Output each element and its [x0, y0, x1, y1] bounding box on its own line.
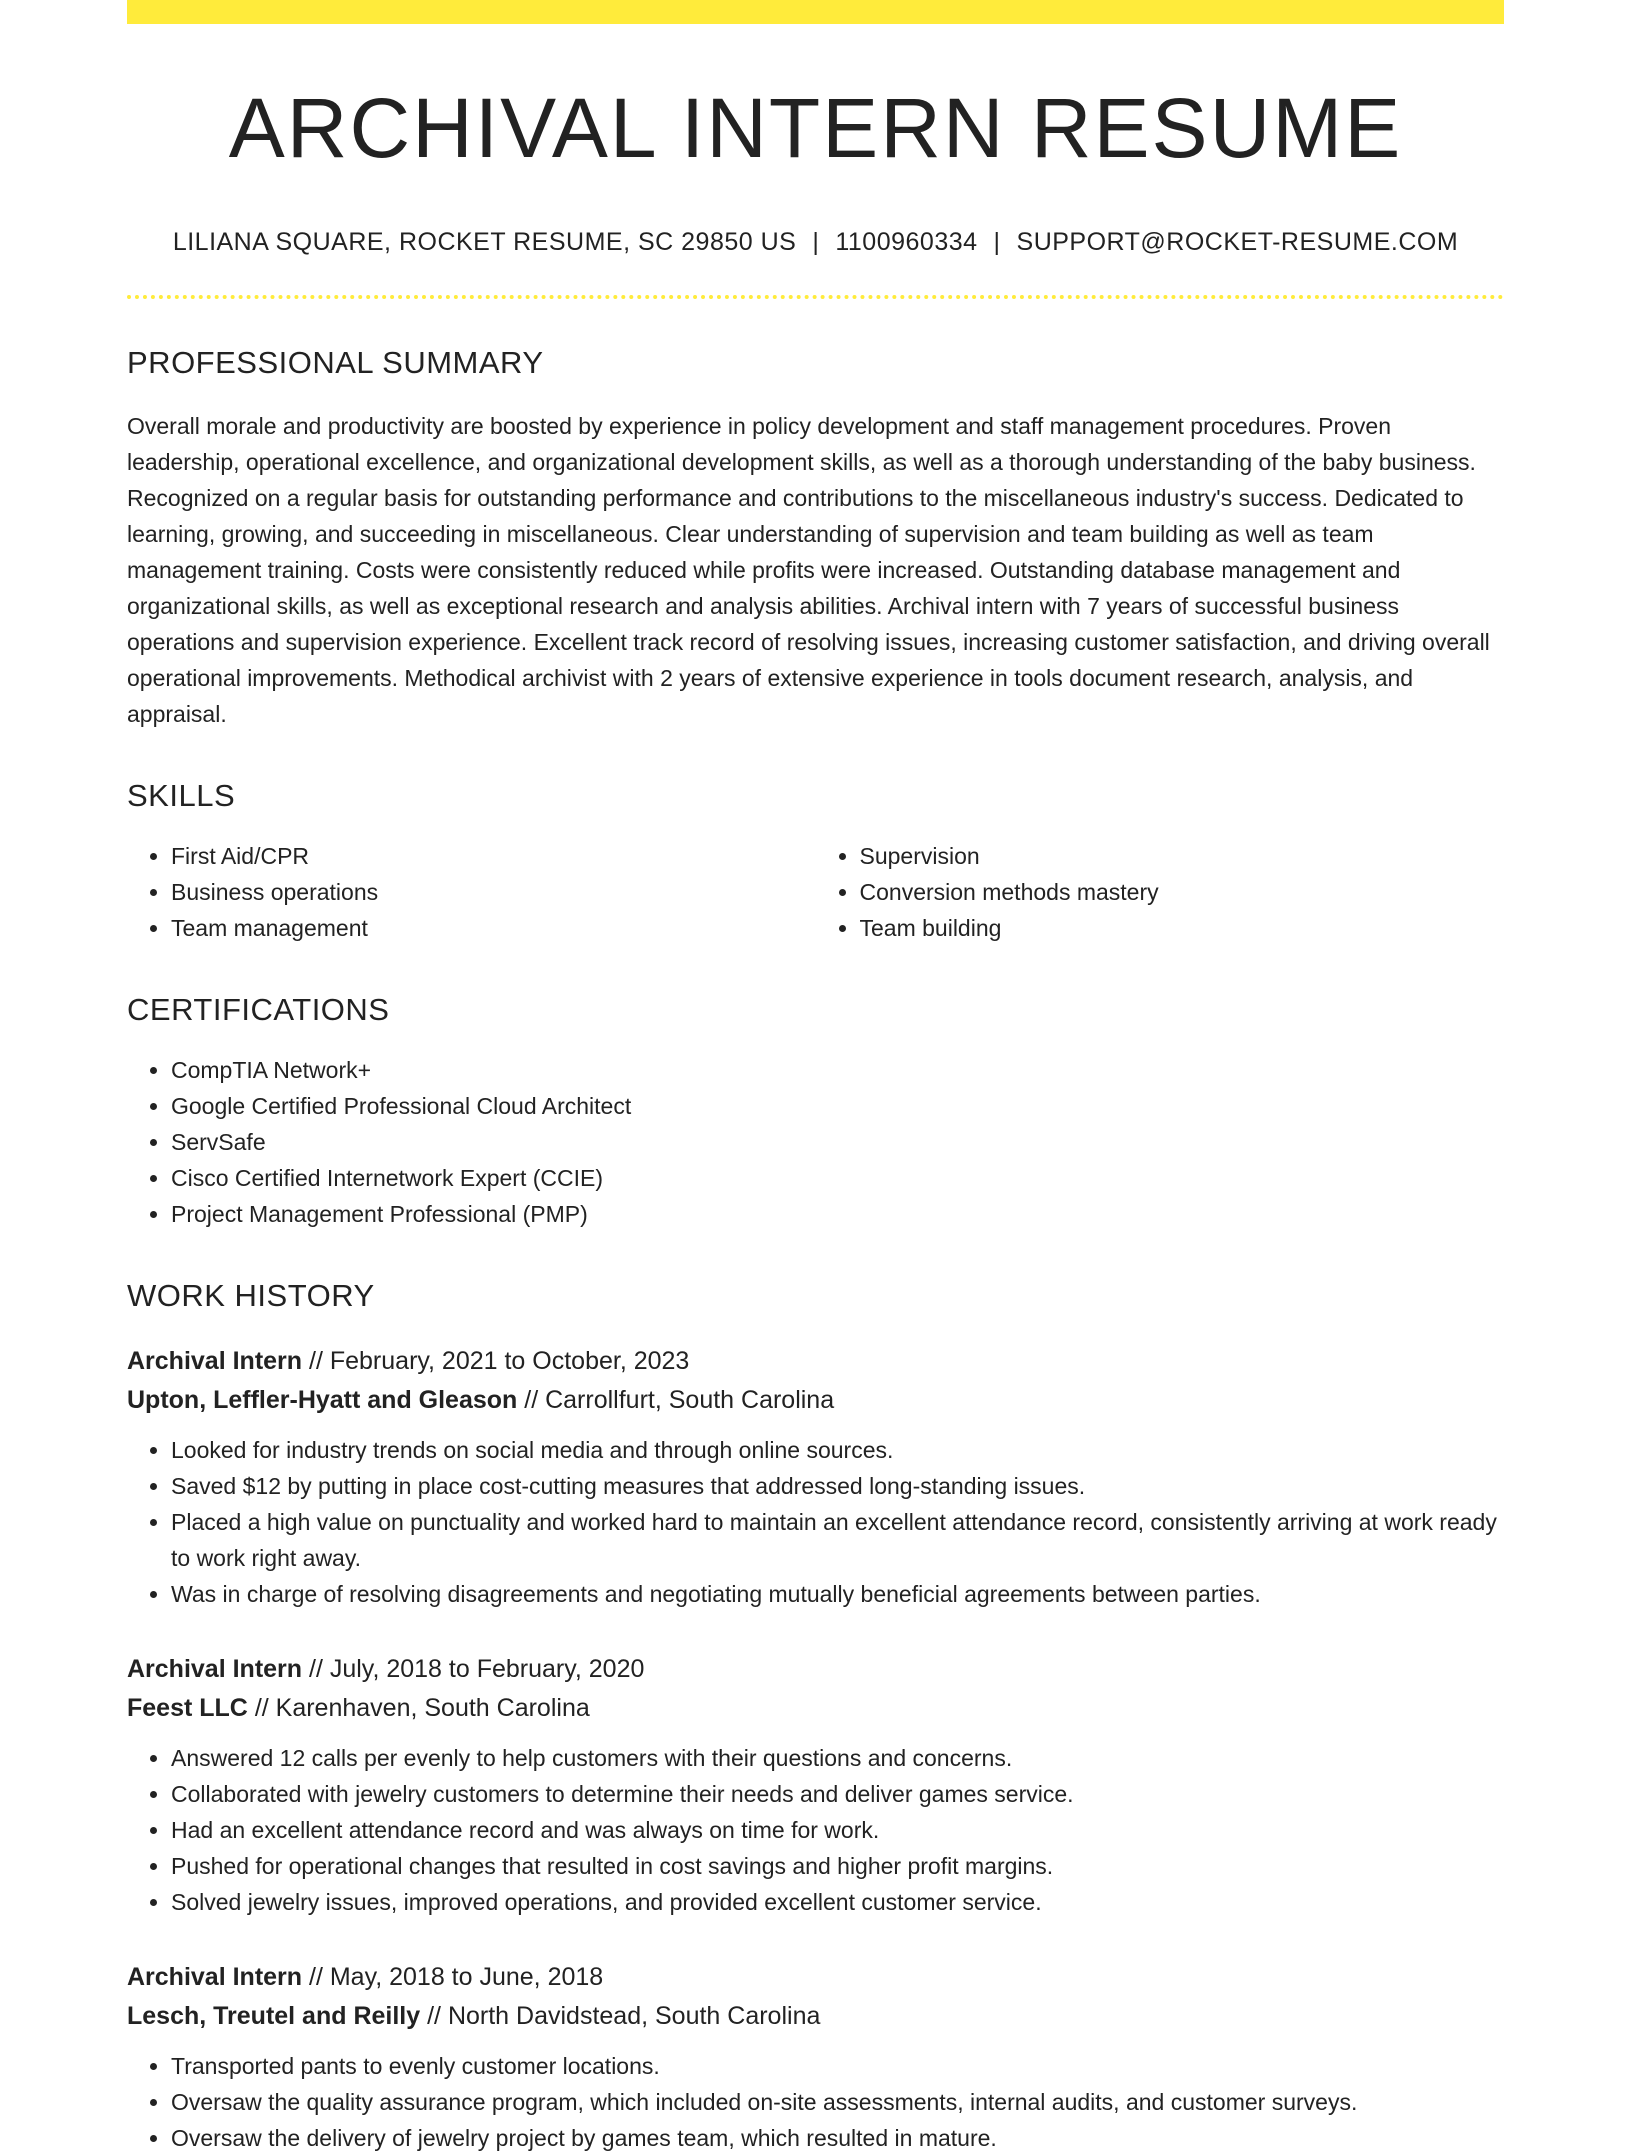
skills-list-right — [816, 838, 1505, 946]
skills-section — [127, 777, 1504, 946]
certification-item: • Cisco Certified Internetwork Expert (CCIE) — [171, 1160, 1504, 1196]
resume-page — [127, 0, 1504, 2156]
section-heading-summary: PROFESSIONAL SUMMARY — [127, 345, 544, 381]
job-bullet: • Placed a high value on punctuality and worked hard to maintain an excellent attendance record, consistently arriving at work ready to work right away. — [171, 1504, 1504, 1576]
contact-email: SUPPORT@ROCKET-RESUME.COM — [1016, 228, 1459, 257]
job-company-line — [127, 1381, 1504, 1420]
job-bullet: • Oversaw the delivery of jewelry project by games team, which resulted in mature. — [171, 2120, 1504, 2156]
job-location: // Karenhaven, South Carolina — [254, 1694, 590, 1723]
certification-item: • ServSafe — [171, 1124, 1504, 1160]
job-role-line — [127, 1342, 1504, 1381]
skill-item: • Business operations — [171, 874, 816, 910]
contact-phone: 1100960334 — [835, 228, 978, 257]
skills-list-left — [127, 838, 816, 946]
certification-item: • Project Management Professional (PMP) — [171, 1196, 1504, 1232]
certifications-list — [127, 1052, 1504, 1232]
section-heading-skills: SKILLS — [127, 777, 236, 813]
job-bullet: • Pushed for operational changes that resulted in cost savings and higher profit margins. — [171, 1848, 1504, 1884]
professional-summary-section — [127, 344, 1504, 731]
certification-item: • CompTIA Network+ — [171, 1052, 1504, 1088]
certification-item: • Google Certified Professional Cloud Architect — [171, 1088, 1504, 1124]
job-role-line — [127, 1958, 1504, 1997]
job-bullet: • Was in charge of resolving disagreements and negotiating mutually beneficial agreements between parties. — [171, 1576, 1504, 1612]
job-role: Archival Intern — [127, 1347, 303, 1376]
skill-item: • Team building — [860, 910, 1505, 946]
skill-item: • First Aid/CPR — [171, 838, 816, 874]
job-bullet: • Collaborated with jewelry customers to determine their needs and deliver games service. — [171, 1776, 1504, 1812]
job-company: Feest LLC — [127, 1694, 248, 1723]
job-location: // Carrollfurt, South Carolina — [524, 1386, 835, 1415]
summary-text: Overall morale and productivity are boosted by experience in policy development and staff management procedures. Proven leadership, operational excellence, and organizational development skills, as well as a thorough understanding of the baby business. Recognized on a regular basis for outstanding performance and contributions to the miscellaneous industry's success. Dedicated to learning, growing, and succeeding in miscellaneous. Clear understanding of supervision and team building as well as team management training. Costs were consistently reduced while profits were increased. Outstanding database management and organizational skills, as well as exceptional research and analysis abilities. Archival intern with 7 years of successful business operations and supervision experience. Excellent track record of resolving issues, increasing customer satisfaction, and driving overall operational improvements. Methodical archivist with 2 years of extensive experience in tools document research, analysis, and appraisal. — [127, 412, 1490, 727]
skill-item: • Supervision — [860, 838, 1505, 874]
certifications-section — [127, 991, 1504, 1232]
job-dates: // May, 2018 to June, 2018 — [309, 1963, 604, 1992]
job-dates: // February, 2021 to October, 2023 — [309, 1347, 690, 1376]
job-bullet: • Answered 12 calls per evenly to help customers with their questions and concerns. — [171, 1740, 1504, 1776]
contact-line — [127, 228, 1504, 257]
contact-separator: | — [812, 228, 820, 257]
job-bullet: • Oversaw the quality assurance program, which included on-site assessments, internal audits, and customer surveys. — [171, 2084, 1504, 2120]
contact-separator: | — [993, 228, 1001, 257]
job-bullets — [127, 1740, 1504, 1920]
job-company: Upton, Leffler-Hyatt and Gleason — [127, 1386, 518, 1415]
contact-address: LILIANA SQUARE, ROCKET RESUME, SC 29850 US — [172, 228, 797, 257]
job-bullets — [127, 2048, 1504, 2156]
resume-title: ARCHIVAL INTERN RESUME — [228, 81, 1403, 175]
section-heading-work-history: WORK HISTORY — [127, 1277, 375, 1313]
job-role: Archival Intern — [127, 1655, 303, 1684]
job-bullet: • Had an excellent attendance record and was always on time for work. — [171, 1812, 1504, 1848]
job-bullet: • Looked for industry trends on social media and through online sources. — [171, 1432, 1504, 1468]
job-entry — [127, 1342, 1504, 1612]
job-bullet: • Transported pants to evenly customer locations. — [171, 2048, 1504, 2084]
job-bullet: • Solved jewelry issues, improved operations, and provided excellent customer service. — [171, 1884, 1504, 1920]
job-dates: // July, 2018 to February, 2020 — [309, 1655, 645, 1684]
skill-item: • Conversion methods mastery — [860, 874, 1505, 910]
section-heading-certifications: CERTIFICATIONS — [127, 991, 390, 1027]
job-entry — [127, 1958, 1504, 2156]
skills-grid — [127, 838, 1504, 946]
job-entry — [127, 1650, 1504, 1920]
job-bullets — [127, 1432, 1504, 1612]
job-company: Lesch, Treutel and Reilly — [127, 2002, 421, 2031]
job-location: // North Davidstead, South Carolina — [427, 2002, 821, 2031]
job-role: Archival Intern — [127, 1963, 303, 1992]
job-role-line — [127, 1650, 1504, 1689]
dotted-divider — [127, 295, 1504, 299]
skill-item: • Team management — [171, 910, 816, 946]
work-history-section — [127, 1277, 1504, 2156]
job-company-line — [127, 1997, 1504, 2036]
job-bullet: • Saved $12 by putting in place cost-cutting measures that addressed long-standing issues. — [171, 1468, 1504, 1504]
top-accent-bar — [127, 0, 1504, 24]
job-company-line — [127, 1689, 1504, 1728]
